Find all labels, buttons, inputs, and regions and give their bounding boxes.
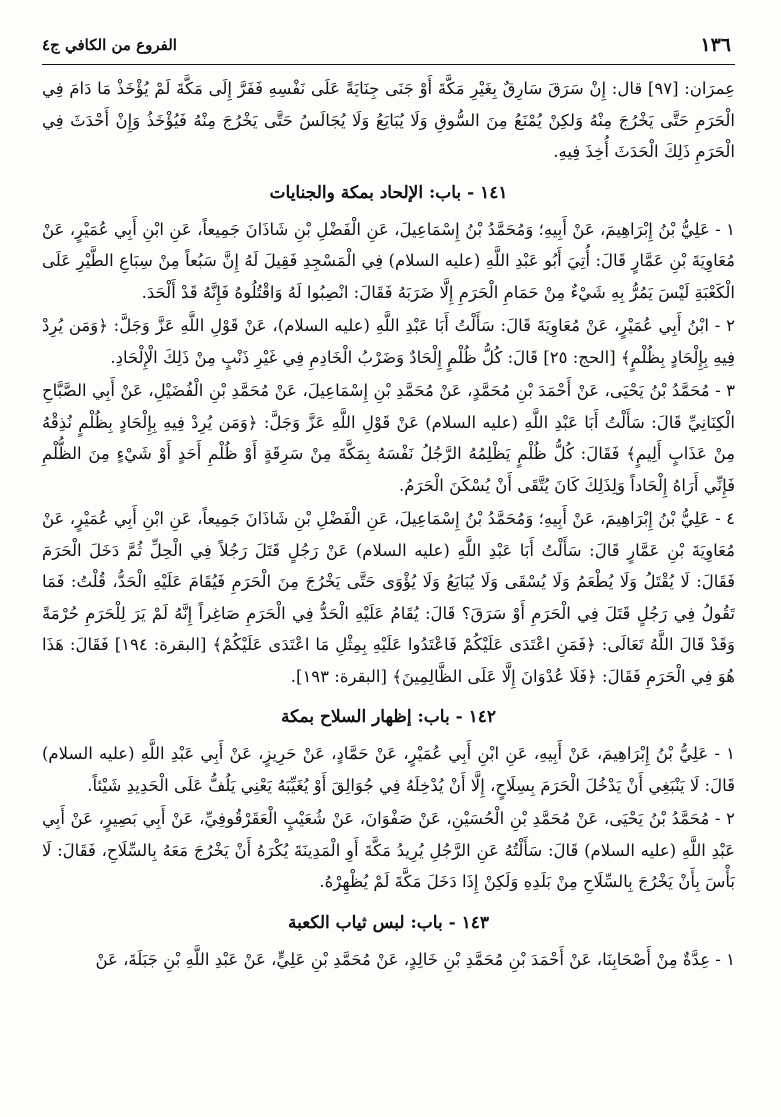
chapter-143-title: ١٤٣ - باب: لبس ثياب الكعبة [287, 912, 489, 933]
page-number: ١٣٦ [700, 34, 731, 56]
running-header [42, 28, 735, 65]
chapter-141-hadith-4: ٤ - عَلِيُّ بْنُ إِبْرَاهِيمَ، عَنْ أَبِيهِ؛ وَمُحَمَّدُ بْنُ إِسْمَاعِيلَ، عَنِ الْفَضْلِ بْنِ شَاذَانَ جَمِيعاً، عَنِ ابْنِ أَبِي عُمَيْرٍ، عَنْ مُعَاوِيَةَ بْنِ عَمَّارٍ قَالَ: سَأَلْتُ أَبَا عَبْدِ اللَّهِ (عليه السلام) عَنْ رَجُلٍ قَتَلَ رَجُلاً فِي الْحِلِّ ثُمَّ دَخَلَ الْحَرَمَ فَقَالَ: لَا يُقْتَلُ وَلَا يُطْعَمُ وَلَا يُسْقَى وَلَا يُبَايَعُ وَلَا يُؤْوَى حَتَّى يَخْرُجَ مِنَ الْحَرَمِ فَيُقَامَ عَلَيْهِ الْحَدُّ، قُلْتُ: فَمَا تَقُولُ فِي رَجُلٍ قَتَلَ فِي الْحَرَمِ أَوْ سَرَقَ؟ قَالَ: يُقَامُ عَلَيْهِ الْحَدُّ فِي الْحَرَمِ صَاغِراً إِنَّهُ لَمْ يَرَ لِلْحَرَمِ حُرْمَةً وَقَدْ قَالَ اللَّهُ تَعَالَى: ﴿فَمَنِ اعْتَدَى عَلَيْكُمْ فَاعْتَدُوا عَلَيْهِ بِمِثْلِ مَا اعْتَدَى عَلَيْكُمْ﴾ [البقرة: ١٩٤] فَقَالَ: هَذَا هُوَ فِي الْحَرَمِ فَقَالَ: ﴿فَلَا عُدْوَانَ إِلَّا عَلَى الظَّالِمِينَ﴾ [البقرة: ١٩٣]. [42, 509, 735, 686]
chapter-141-hadith-3: ٣ - مُحَمَّدُ بْنُ يَحْيَى، عَنْ أَحْمَدَ بْنِ مُحَمَّدٍ، عَنْ مُحَمَّدِ بْنِ إِسْمَاعِيلَ، عَنْ مُحَمَّدِ بْنِ الْفُضَيْلِ، عَنْ أَبِي الصَّبَّاحِ الْكِنَانِيِّ قَالَ: سَأَلْتُ أَبَا عَبْدِ اللَّهِ (عليه السلام) عَنْ قَوْلِ اللَّهِ عَزَّ وَجَلَّ: ﴿وَمَن يُرِدْ فِيهِ بِإِلْحَادٍ بِظُلْمٍ نُذِقْهُ مِنْ عَذَابٍ أَلِيمٍ﴾ فَقَالَ: كُلُّ ظُلْمٍ يَظْلِمُهُ الرَّجُلُ نَفْسَهُ بِمَكَّةَ مِنْ سَرِقَةٍ أَوْ ظُلْمِ أَحَدٍ أَوْ شَيْءٍ مِنَ الظُّلْمِ فَإِنِّي أَرَاهُ إِلْحَاداً وَلِذَلِكَ كَانَ يُتَّقَى أَنْ يُسْكَنَ الْحَرَمُ. [42, 381, 735, 495]
chapter-143-hadith-1: ١ - عِدَّةٌ مِنْ أَصْحَابِنَا، عَنْ أَحْمَدَ بْنِ مُحَمَّدِ بْنِ خَالِدٍ، عَنْ مُحَمَّدِ بْنِ عَلِيٍّ، عَنْ عَبْدِ اللَّهِ بْنِ جَبَلَةَ، عَنْ [95, 949, 735, 969]
chapter-141-hadith-2: ٢ - ابْنُ أَبِي عُمَيْرٍ، عَنْ مُعَاوِيَةَ قَالَ: سَأَلْتُ أَبَا عَبْدِ اللَّهِ (عليه السلام)، عَنْ قَوْلِ اللَّهِ عَزَّ وَجَلَّ: ﴿وَمَن يُرِدْ فِيهِ بِإِلْحَادٍ بِظُلْمٍ﴾ [الحج: ٢٥] قَالَ: كُلُّ ظُلْمٍ إِلْحَادٌ وَضَرْبُ الْخَادِمِ فِي غَيْرِ ذَنْبٍ مِنْ ذَلِكَ الْإِلْحَادِ. [42, 316, 735, 367]
chapter-142-hadith-1: ١ - عَلِيُّ بْنُ إِبْرَاهِيمَ، عَنْ أَبِيهِ، عَنِ ابْنِ أَبِي عُمَيْرٍ، عَنْ حَمَّادٍ، عَنْ حَرِيزٍ، عَنْ أَبِي عَبْدِ اللَّهِ (عليه السلام) قَالَ: لَا يَنْبَغِي أَنْ يَدْخُلَ الْحَرَمَ بِسِلَاحٍ، إِلَّا أَنْ يُدْخِلَهُ فِي جُوَالِقَ أَوْ يُغَيِّبَهُ يَعْنِي يَلُفُّ عَلَى الْحَدِيدِ شَيْئاً. [42, 744, 735, 795]
chapter-141-hadith-1: ١ - عَلِيُّ بْنُ إِبْرَاهِيمَ، عَنْ أَبِيهِ؛ وَمُحَمَّدُ بْنُ إِسْمَاعِيلَ، عَنِ الْفَضْلِ بْنِ شَاذَانَ جَمِيعاً، عَنِ ابْنِ أَبِي عُمَيْرٍ، عَنْ مُعَاوِيَةَ بْنِ عَمَّارٍ قَالَ: أُتِيَ أَبُو عَبْدِ اللَّهِ (عليه السلام) فِي الْمَسْجِدِ فَقِيلَ لَهُ إِنَّ سَبُعاً مِنْ سِبَاعِ الطَّيْرِ عَلَى الْكَعْبَةِ لَيْسَ يَمُرُّ بِهِ شَيْءٌ مِنْ حَمَامِ الْحَرَمِ إِلَّا ضَرَبَهُ فَقَالَ: انْصِبُوا لَهُ وَاقْتُلُوهُ فَإِنَّهُ قَدْ أَلْحَدَ. [42, 219, 735, 302]
chapter-141-title: ١٤١ - باب: الإلحاد بمكة والجنايات [269, 182, 508, 203]
chapter-142-hadith-2: ٢ - مُحَمَّدُ بْنُ يَحْيَى، عَنْ مُحَمَّدِ بْنِ الْحُسَيْنِ، عَنْ صَفْوَانَ، عَنْ شُعَيْبٍ الْعَقَرْقُوفِيِّ، عَنْ أَبِي بَصِيرٍ، عَنْ أَبِي عَبْدِ اللَّهِ (عليه السلام) قَالَ: سَأَلْتُهُ عَنِ الرَّجُلِ يُرِيدُ مَكَّةَ أَوِ الْمَدِينَةَ يُكْرَهُ أَنْ يَخْرُجَ مَعَهُ بِالسِّلَاحِ، فَقَالَ: لَا بَأْسَ بِأَنْ يَخْرُجَ بِالسِّلَاحِ مِنْ بَلَدِهِ وَلَكِنْ إِذَا دَخَلَ مَكَّةَ لَمْ يُظْهِرْهُ. [42, 809, 735, 891]
book-title: الفروع من الكافي ج٤ [42, 36, 177, 54]
intro-paragraph: عِمرَان: [٩٧] قال: إِنْ سَرَقَ سَارِقٌ بِغَيْرِ مَكَّةَ أَوْ جَنَى جِنَايَةً عَلَى نَفْسِهِ فَفَرَّ إِلَى مَكَّةَ لَمْ يُؤْخَذْ مَا دَامَ فِي الْحَرَمِ حَتَّى يَخْرُجَ مِنْهُ وَلكِنْ يُمْنَعُ مِنَ السُّوقِ وَلَا يُبَايَعُ وَلَا يُجَالَسُ حَتَّى يَخْرُجَ مِنْهُ فَيُؤْخَذُ وَإِنْ أَحْدَثَ فِي الْحَرَمِ ذَلِكَ الْحَدَثَ أُخِذَ فِيهِ. [42, 79, 735, 161]
chapter-142-title: ١٤٢ - باب: إظهار السلاح بمكة [281, 707, 496, 727]
